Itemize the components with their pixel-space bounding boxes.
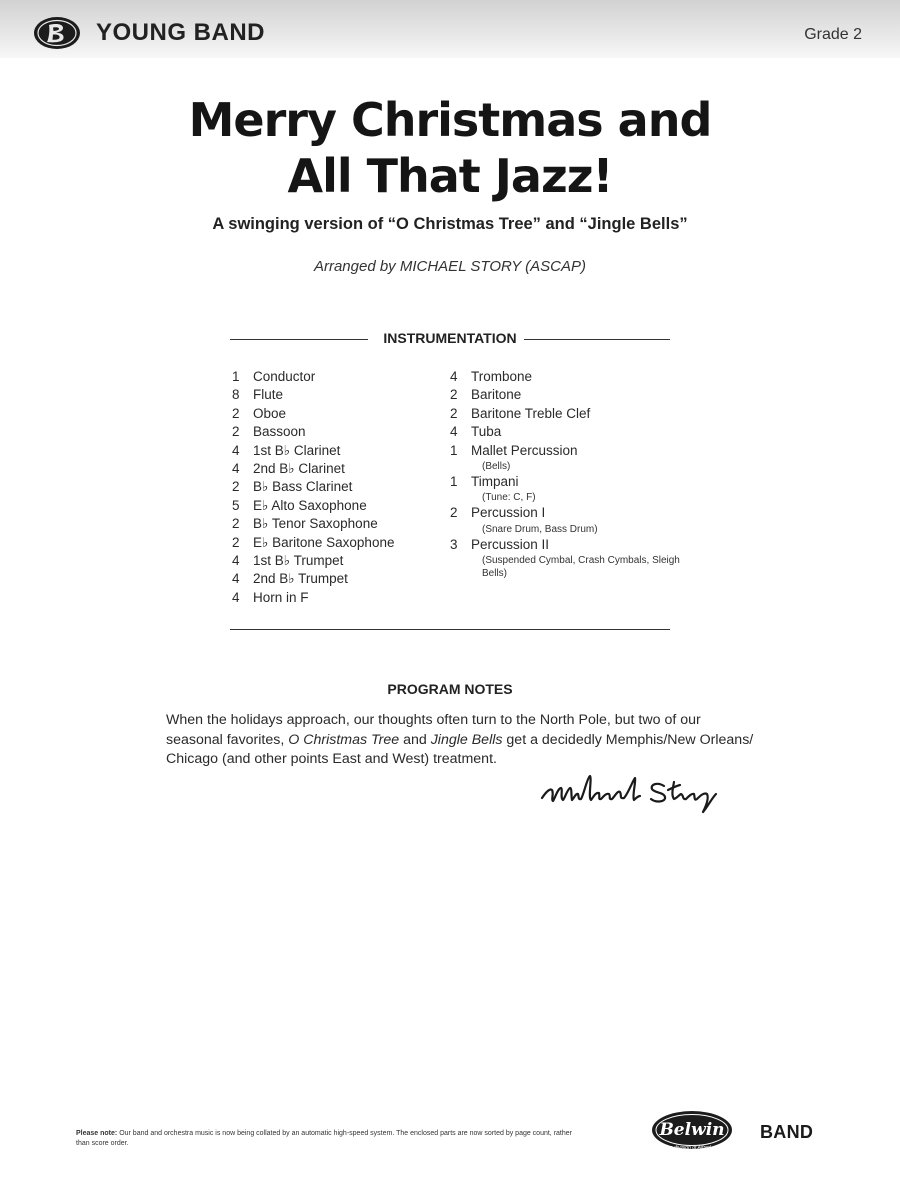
instrument-item bbox=[232, 570, 442, 588]
instrumentation-heading-row bbox=[230, 330, 670, 350]
footer-note bbox=[76, 1129, 576, 1149]
instrument-qty: 3 bbox=[450, 536, 458, 552]
instrument-name: Timpani bbox=[471, 474, 519, 490]
instrument-item bbox=[450, 504, 690, 535]
instrument-item bbox=[450, 368, 690, 386]
song-title: Jingle Bells bbox=[430, 731, 503, 748]
instrument-name: Trombone bbox=[471, 369, 533, 384]
svg-text:Belwin: Belwin bbox=[659, 1120, 725, 1140]
instrument-qty: 4 bbox=[232, 571, 240, 587]
svg-text:a division of Alfred: a division of Alfred bbox=[670, 1145, 711, 1151]
instrument-name: 2nd B♭ Clarinet bbox=[253, 461, 345, 477]
instrument-list-left bbox=[232, 368, 442, 607]
instrument-name: Percussion I bbox=[471, 505, 546, 521]
instrument-note: (Suspended Cymbal, Crash Cymbals, Sleigh Bells) bbox=[482, 555, 680, 580]
instrument-qty: 2 bbox=[450, 505, 458, 521]
instrument-item bbox=[232, 589, 442, 607]
title-line-2: All That Jazz! bbox=[287, 149, 613, 203]
instrument-name: 1st B♭ Clarinet bbox=[253, 442, 341, 458]
instrumentation-bottom-rule bbox=[230, 629, 670, 630]
instrument-name: Conductor bbox=[253, 369, 316, 384]
header-band bbox=[0, 0, 900, 58]
instrument-name: Horn in F bbox=[253, 589, 309, 605]
instrument-qty: 4 bbox=[232, 589, 240, 605]
instrument-item bbox=[232, 478, 442, 496]
instrument-qty: 1 bbox=[232, 369, 240, 384]
instrument-qty: 2 bbox=[450, 405, 458, 421]
instrument-qty: 1 bbox=[450, 474, 458, 490]
instrument-item bbox=[232, 460, 442, 478]
instrument-qty: 4 bbox=[232, 553, 240, 569]
instrument-name: Baritone bbox=[471, 387, 522, 403]
instrument-name: Flute bbox=[253, 387, 284, 403]
instrument-qty: 4 bbox=[232, 461, 240, 477]
publisher-name: BAND bbox=[760, 1122, 814, 1142]
instrument-note: (Tune: C, F) bbox=[482, 492, 536, 504]
footer-note-text: Our band and orchestra music is now being collated by an automatic high-speed system. The enclosed parts are now sorted by page count, rather than score order. bbox=[76, 1130, 572, 1147]
song-title: O Christmas Tree bbox=[288, 731, 400, 748]
instrument-qty: 2 bbox=[232, 516, 240, 532]
instrument-qty: 4 bbox=[232, 442, 240, 458]
instrument-item bbox=[232, 405, 442, 423]
instrument-item bbox=[450, 473, 690, 504]
instrument-qty: 2 bbox=[232, 405, 240, 421]
arranger-credit: Arranged by MICHAEL STORY (ASCAP) bbox=[313, 258, 587, 275]
instrument-list-right bbox=[450, 368, 690, 580]
instrument-qty: 1 bbox=[450, 442, 458, 458]
program-notes-text: and bbox=[399, 731, 431, 748]
heading-rule-right bbox=[524, 339, 670, 340]
program-notes-heading: PROGRAM NOTES bbox=[387, 681, 513, 697]
grade-label: Grade 2 bbox=[804, 26, 862, 43]
instrument-qty: 2 bbox=[232, 424, 240, 440]
instrument-qty: 2 bbox=[232, 479, 240, 495]
instrument-item bbox=[232, 442, 442, 460]
instrument-name: Bassoon bbox=[253, 424, 306, 440]
program-notes-body bbox=[166, 711, 756, 770]
program-notes-text: When the holidays approach, our thoughts often turn to the North Pole, but two of our seasonal favorites, bbox=[166, 712, 701, 748]
instrument-name: E♭ Alto Saxophone bbox=[253, 497, 367, 513]
instrumentation-heading: INSTRUMENTATION bbox=[383, 330, 517, 346]
instrument-qty: 2 bbox=[232, 534, 240, 550]
instrument-qty: 8 bbox=[232, 387, 240, 403]
belwin-b-logo-icon bbox=[32, 14, 82, 52]
instrument-item bbox=[232, 534, 442, 552]
instrument-note: (Snare Drum, Bass Drum) bbox=[482, 523, 598, 535]
instrument-item bbox=[232, 552, 442, 570]
instrument-name: Baritone Treble Clef bbox=[471, 405, 591, 421]
instrument-name: Percussion II bbox=[471, 536, 550, 552]
instrument-item bbox=[450, 405, 690, 423]
instrument-name: 1st B♭ Trumpet bbox=[253, 553, 344, 569]
instrument-name: Oboe bbox=[253, 405, 287, 421]
instrument-item bbox=[232, 423, 442, 441]
instrument-note: (Bells) bbox=[482, 461, 511, 473]
instrument-item bbox=[450, 442, 690, 473]
instrument-name: Mallet Percussion bbox=[471, 442, 578, 458]
program-notes-text: get a decidedly Memphis/New Orleans/ Chicago (and other points East and West) treatment. bbox=[166, 731, 754, 767]
footer-note-label: Please note: bbox=[76, 1130, 118, 1137]
instrument-item bbox=[232, 515, 442, 533]
page-title bbox=[0, 92, 900, 204]
instrument-item bbox=[450, 536, 690, 580]
instrument-item bbox=[450, 423, 690, 441]
instrument-item bbox=[232, 368, 442, 386]
instrument-qty: 4 bbox=[450, 424, 458, 440]
instrument-name: E♭ Baritone Saxophone bbox=[253, 534, 395, 550]
instrument-item bbox=[450, 386, 690, 404]
arranger-signature bbox=[538, 768, 738, 816]
instrument-name: B♭ Bass Clarinet bbox=[253, 479, 353, 495]
instrument-name: 2nd B♭ Trumpet bbox=[253, 571, 348, 587]
instrument-qty: 2 bbox=[450, 387, 458, 403]
instrument-name: Tuba bbox=[471, 424, 502, 440]
series-name: YOUNG BAND bbox=[96, 19, 266, 46]
instrument-name: B♭ Tenor Saxophone bbox=[253, 516, 378, 532]
instrument-item bbox=[232, 497, 442, 515]
instrument-qty: 5 bbox=[232, 497, 240, 513]
subtitle: A swinging version of “O Christmas Tree” and “Jingle Bells” bbox=[212, 215, 688, 233]
title-line-1: Merry Christmas and bbox=[188, 93, 712, 147]
instrument-item bbox=[232, 386, 442, 404]
instrument-qty: 4 bbox=[450, 369, 458, 384]
